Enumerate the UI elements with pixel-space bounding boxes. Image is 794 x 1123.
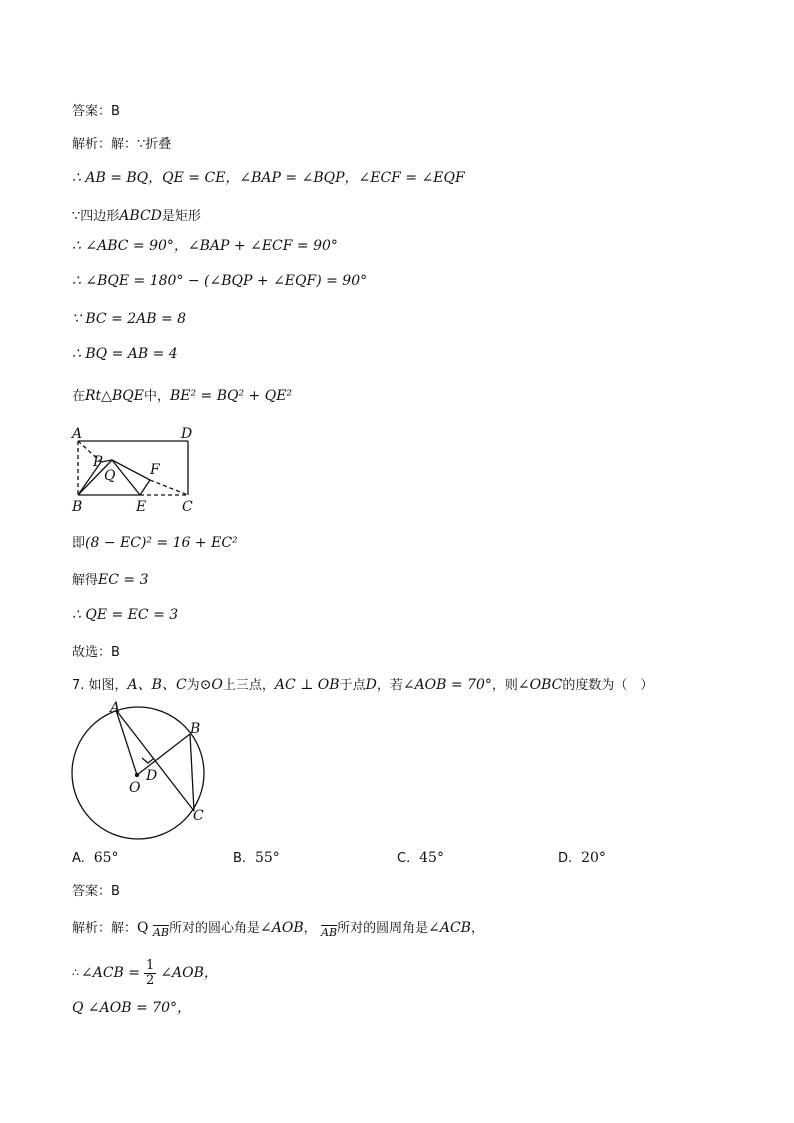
q7-k: ，则 xyxy=(491,678,518,693)
solution-step-2 xyxy=(72,206,201,227)
solution-step-6: ∴ BQ = AB = 4 xyxy=(72,346,178,362)
step9-b: EC = 3 xyxy=(98,572,149,588)
line-AC xyxy=(116,710,194,811)
option-d-letter: D. xyxy=(558,851,573,866)
step7-b: Rt△BQE xyxy=(85,388,144,404)
q7-m: 的度数为（ ） xyxy=(562,678,654,693)
circle-O xyxy=(72,707,204,839)
step7-a: 在 xyxy=(72,389,86,404)
a2-prefix: 解析：解： xyxy=(72,921,138,936)
q7-h: D xyxy=(365,677,377,693)
label-C: C xyxy=(182,499,193,514)
option-b-letter: B. xyxy=(233,851,247,866)
a3-therefore: ∴ xyxy=(72,966,79,979)
line-FE xyxy=(140,480,150,495)
option-d-value: 20° xyxy=(581,850,606,866)
label-A: A xyxy=(110,700,121,716)
circle-figure xyxy=(62,700,222,846)
label-F: F xyxy=(150,462,160,478)
option-c-value: 45° xyxy=(419,850,444,866)
solution-step-3: ∴ ∠ABC = 90°，∠BAP + ∠ECF = 90° xyxy=(72,238,338,254)
q7-a: 7. 如图， xyxy=(72,678,128,693)
a2-m2: ∠ACB xyxy=(428,920,471,936)
q7-j: ∠AOB = 70° xyxy=(402,677,492,693)
label-B: B xyxy=(72,499,83,514)
fraction-half xyxy=(144,959,156,988)
a2-comma2: ， xyxy=(470,921,484,936)
a3-rhs: ∠AOB， xyxy=(160,965,218,981)
label-D: D xyxy=(146,768,158,784)
analysis-line xyxy=(72,134,171,155)
a2-t1: 所对的圆心角是 xyxy=(168,921,260,936)
solution-step-4: ∴ ∠BQE = 180° − (∠BQP + ∠EQF) = 90° xyxy=(72,273,368,289)
step8-b: (8 − EC)² = 16 + EC² xyxy=(85,535,238,551)
solution-step-9 xyxy=(72,570,149,591)
option-a-letter: A. xyxy=(72,851,85,866)
line-FC-dashed xyxy=(150,480,188,495)
label-P: P xyxy=(93,454,103,470)
label-O: O xyxy=(129,780,141,796)
q7-e: 上三点， xyxy=(222,678,275,693)
q7-c: 为 xyxy=(186,678,200,693)
center-dot xyxy=(135,773,139,777)
analysis-text: ∵折叠 xyxy=(137,137,172,152)
solution-step-7 xyxy=(72,386,292,407)
label-E: E xyxy=(136,499,147,514)
rectangle-fold-figure xyxy=(64,422,214,514)
answer-line-2: 答案：B xyxy=(72,884,120,899)
option-b[interactable] xyxy=(233,850,280,866)
label-Q: Q xyxy=(104,468,116,484)
a2-m1: ∠AOB xyxy=(260,920,304,936)
a2-t2: 所对的圆周角是 xyxy=(337,921,429,936)
option-a[interactable] xyxy=(72,850,119,866)
option-d[interactable] xyxy=(558,850,606,866)
fraction-den: 2 xyxy=(146,972,155,988)
step2-b: ABCD xyxy=(119,208,162,224)
solution-step-10: ∴ QE = EC = 3 xyxy=(72,607,179,623)
question-7 xyxy=(72,675,653,696)
line-AO xyxy=(116,710,137,775)
q7-i: ，若 xyxy=(376,678,403,693)
label-D: D xyxy=(181,426,193,442)
step8-a: 即 xyxy=(72,536,86,551)
a2-comma: ， xyxy=(303,921,317,936)
option-a-value: 65° xyxy=(93,850,119,866)
label-C: C xyxy=(193,808,204,824)
label-B: B xyxy=(190,721,201,737)
step7-d: BE² = BQ² + QE² xyxy=(169,388,293,404)
step2-c: 是矩形 xyxy=(161,209,201,224)
a3-lhs: ∠ACB = xyxy=(81,965,141,981)
analysis-prefix: 解析：解： xyxy=(72,137,138,152)
step7-c: 中， xyxy=(143,389,170,404)
line-BC xyxy=(190,734,194,811)
solution-step-5: ∵ BC = 2AB = 8 xyxy=(72,311,187,327)
step9-a: 解得 xyxy=(72,573,99,588)
line-OB xyxy=(137,734,190,775)
solution-step-1: ∴ AB = BQ，QE = CE，∠BAP = ∠BQP，∠ECF = ∠EQF xyxy=(72,170,465,186)
q7-f: AC ⊥ OB xyxy=(274,677,340,693)
arc-ab-1: AB xyxy=(152,926,169,939)
label-A: A xyxy=(72,426,83,442)
q7-b: A、B、C xyxy=(127,677,187,693)
fraction-num: 1 xyxy=(146,957,155,973)
line-QF xyxy=(112,460,150,480)
analysis-line-4: Q ∠AOB = 70°， xyxy=(72,1000,191,1016)
q7-d: ⊙O xyxy=(199,677,223,693)
answer-line: 答案：B xyxy=(72,104,120,119)
q7-l: ∠OBC xyxy=(517,677,563,693)
analysis-line-2 xyxy=(72,918,484,939)
arc-ab-2: AB xyxy=(321,926,338,939)
option-b-value: 55° xyxy=(254,850,280,866)
final-choice: 故选：B xyxy=(72,645,120,660)
q7-g: 于点 xyxy=(339,678,366,693)
option-c-letter: C. xyxy=(397,851,411,866)
analysis-line-3 xyxy=(72,956,218,990)
right-angle-mark xyxy=(142,758,153,763)
line-QE xyxy=(112,460,140,495)
step2-a: ∵四边形 xyxy=(72,209,120,224)
a2-q: Q xyxy=(137,920,149,936)
option-c[interactable] xyxy=(397,850,444,866)
solution-step-8 xyxy=(72,533,238,554)
